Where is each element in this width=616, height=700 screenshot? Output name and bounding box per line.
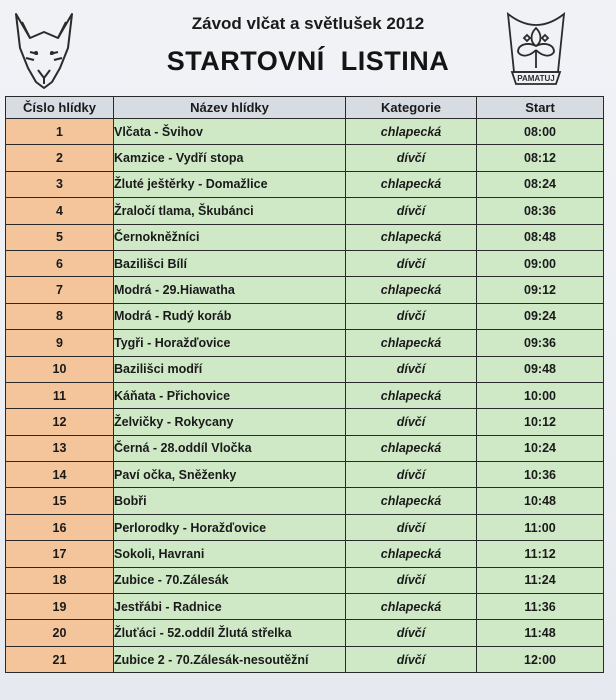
patrol-category: dívčí	[346, 250, 477, 276]
patrol-start-time: 10:24	[477, 435, 604, 461]
patrol-start-time: 09:00	[477, 250, 604, 276]
patrol-start-time: 11:48	[477, 620, 604, 646]
table-row	[6, 567, 604, 593]
patrol-category: chlapecká	[346, 541, 477, 567]
header-name: Název hlídky	[114, 97, 346, 119]
table-row	[6, 488, 604, 514]
patrol-start-time: 12:00	[477, 646, 604, 672]
event-subtitle: Závod vlčat a světlušek 2012	[191, 14, 425, 33]
patrol-number: 9	[6, 330, 114, 356]
patrol-name: Tygři - Horažďovice	[114, 330, 346, 356]
patrol-number: 7	[6, 277, 114, 303]
patrol-category: dívčí	[346, 198, 477, 224]
patrol-number: 3	[6, 171, 114, 197]
table-row	[6, 171, 604, 197]
patrol-start-time: 08:48	[477, 224, 604, 250]
patrol-number: 14	[6, 462, 114, 488]
table-row	[6, 277, 604, 303]
patrol-number: 4	[6, 198, 114, 224]
patrol-number: 11	[6, 382, 114, 408]
patrol-name: Jestřábi - Radnice	[114, 594, 346, 620]
header-number: Číslo hlídky	[6, 97, 114, 119]
table-row	[6, 382, 604, 408]
patrol-start-time: 09:48	[477, 356, 604, 382]
patrol-number: 12	[6, 409, 114, 435]
patrol-number: 2	[6, 145, 114, 171]
patrol-name: Žluté ještěrky - Domažlice	[114, 171, 346, 197]
patrol-number: 21	[6, 646, 114, 672]
patrol-start-time: 11:36	[477, 594, 604, 620]
table-row	[6, 620, 604, 646]
svg-text:PAMATUJ: PAMATUJ	[517, 74, 555, 83]
table-row	[6, 409, 604, 435]
patrol-category: chlapecká	[346, 382, 477, 408]
table-row	[6, 303, 604, 329]
patrol-category: dívčí	[346, 567, 477, 593]
patrol-number: 1	[6, 119, 114, 145]
patrol-start-time: 10:12	[477, 409, 604, 435]
patrol-category: dívčí	[346, 303, 477, 329]
patrol-name: Paví očka, Sněženky	[114, 462, 346, 488]
table-row	[6, 356, 604, 382]
table-row	[6, 514, 604, 540]
patrol-category: chlapecká	[346, 330, 477, 356]
table-row	[6, 594, 604, 620]
patrol-start-time: 08:12	[477, 145, 604, 171]
patrol-name: Vlčata - Švihov	[114, 119, 346, 145]
table-row	[6, 250, 604, 276]
table-row	[6, 145, 604, 171]
patrol-start-time: 09:36	[477, 330, 604, 356]
table-header-row	[6, 97, 604, 119]
patrol-start-time: 11:12	[477, 541, 604, 567]
patrol-name: Želvičky - Rokycany	[114, 409, 346, 435]
patrol-category: chlapecká	[346, 119, 477, 145]
patrol-number: 10	[6, 356, 114, 382]
patrol-name: Zubice 2 - 70.Zálesák-nesoutěžní	[114, 646, 346, 672]
patrol-name: Modrá - 29.Hiawatha	[114, 277, 346, 303]
patrol-category: dívčí	[346, 514, 477, 540]
patrol-number: 20	[6, 620, 114, 646]
patrol-name: Zubice - 70.Zálesák	[114, 567, 346, 593]
patrol-category: dívčí	[346, 356, 477, 382]
patrol-category: chlapecká	[346, 277, 477, 303]
patrol-number: 5	[6, 224, 114, 250]
patrol-start-time: 10:00	[477, 382, 604, 408]
patrol-name: Bobři	[114, 488, 346, 514]
patrol-category: dívčí	[346, 462, 477, 488]
patrol-number: 19	[6, 594, 114, 620]
start-list-table	[5, 96, 604, 673]
patrol-category: dívčí	[346, 145, 477, 171]
table-row	[6, 646, 604, 672]
patrol-category: dívčí	[346, 646, 477, 672]
table-row	[6, 435, 604, 461]
table-row	[6, 224, 604, 250]
patrol-number: 16	[6, 514, 114, 540]
patrol-start-time: 08:24	[477, 171, 604, 197]
patrol-number: 15	[6, 488, 114, 514]
patrol-number: 18	[6, 567, 114, 593]
patrol-category: chlapecká	[346, 488, 477, 514]
patrol-start-time: 09:12	[477, 277, 604, 303]
patrol-number: 13	[6, 435, 114, 461]
patrol-start-time: 08:36	[477, 198, 604, 224]
patrol-start-time: 11:24	[477, 567, 604, 593]
patrol-name: Černokněžníci	[114, 224, 346, 250]
patrol-start-time: 11:00	[477, 514, 604, 540]
patrol-name: Černá - 28.oddíl Vločka	[114, 435, 346, 461]
patrol-start-time: 10:48	[477, 488, 604, 514]
table-row	[6, 541, 604, 567]
patrol-category: chlapecká	[346, 171, 477, 197]
patrol-name: Žluťáci - 52.oddíl Žlutá střelka	[114, 620, 346, 646]
patrol-category: dívčí	[346, 620, 477, 646]
table-row	[6, 198, 604, 224]
patrol-name: Bazilišci modří	[114, 356, 346, 382]
patrol-name: Žraločí tlama, Škubánci	[114, 198, 346, 224]
patrol-name: Sokoli, Havrani	[114, 541, 346, 567]
page-title: STARTOVNÍ LISTINA	[166, 46, 450, 76]
patrol-start-time: 09:24	[477, 303, 604, 329]
patrol-name: Káňata - Přichovice	[114, 382, 346, 408]
header-category: Kategorie	[346, 97, 477, 119]
patrol-number: 17	[6, 541, 114, 567]
patrol-start-time: 10:36	[477, 462, 604, 488]
patrol-category: chlapecká	[346, 435, 477, 461]
header-start: Start	[477, 97, 604, 119]
patrol-category: dívčí	[346, 409, 477, 435]
patrol-number: 6	[6, 250, 114, 276]
patrol-name: Modrá - Rudý koráb	[114, 303, 346, 329]
patrol-name: Perlorodky - Horažďovice	[114, 514, 346, 540]
patrol-number: 8	[6, 303, 114, 329]
table-row	[6, 462, 604, 488]
patrol-name: Kamzice - Vydří stopa	[114, 145, 346, 171]
patrol-category: chlapecká	[346, 594, 477, 620]
patrol-category: chlapecká	[346, 224, 477, 250]
patrol-name: Bazilišci Bílí	[114, 250, 346, 276]
table-row	[6, 330, 604, 356]
table-row	[6, 119, 604, 145]
patrol-start-time: 08:00	[477, 119, 604, 145]
